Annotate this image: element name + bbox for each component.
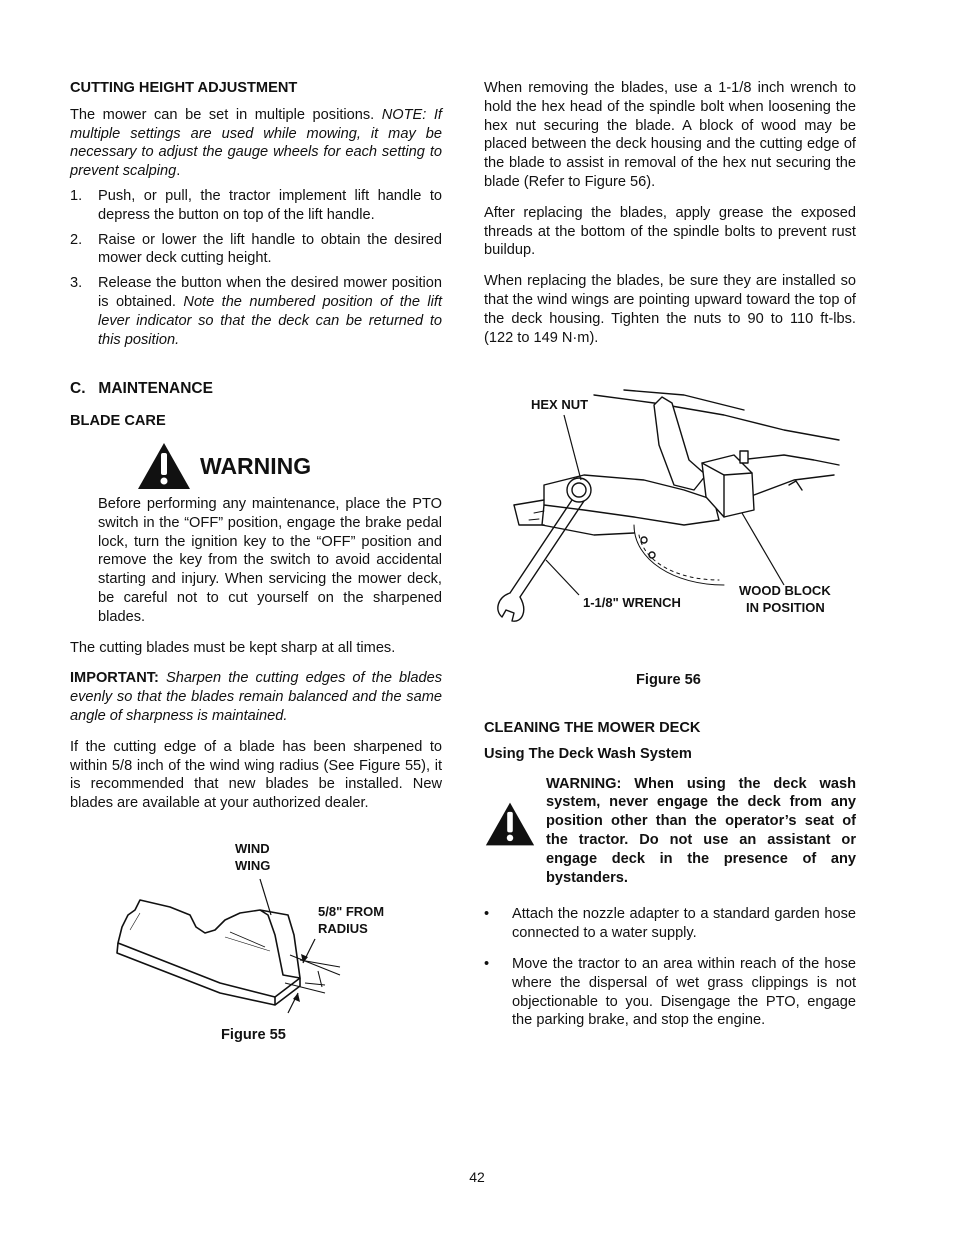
step-text: Raise or lower the lift handle to obtain the desired mower deck cutting height. xyxy=(98,231,442,267)
bullet-icon: • xyxy=(484,906,490,923)
list-item xyxy=(70,187,442,225)
page-number: 42 xyxy=(469,1169,485,1185)
grease-text: After replacing the blades, apply grease the exposed threads at the bottom of the spindle bolts to prevent rust buildup. xyxy=(484,204,856,259)
important-paragraph xyxy=(70,669,442,725)
cleaning-section xyxy=(484,719,856,1030)
list-item xyxy=(484,905,856,943)
cutting-height-heading: CUTTING HEIGHT ADJUSTMENT xyxy=(70,80,298,96)
important-text: Sharpen the cutting edges of the blades evenly so that the blades remain balanced and the same angle of sharpness is maintained. xyxy=(70,670,442,724)
left-column xyxy=(70,79,442,813)
bullet-text: Move the tractor to an area within reach of the hose where the dispersal of wet grass clippings is not objectionable to you. Disengage the PTO, engage the parking brake, and stop the engine. xyxy=(512,955,856,1029)
list-item xyxy=(484,955,856,1030)
lift-steps-list xyxy=(70,187,442,349)
deck-wash-warning-text: WARNING: When using the deck wash system, never engage the deck from any position other than the operator’s seat of the tractor. Do not use an assistant or engage deck in the presence of any bystanders. xyxy=(546,775,856,886)
sharpened-blade-text: If the cutting edge of a blade has been sharpened to within 5/8 inch of the wind wing radius (See Figure 55), it is recommended that new blades be installed. New blades are available at your authorized dealer. xyxy=(70,738,442,812)
bullet-text: Attach the nozzle adapter to a standard garden hose connected to a water supply. xyxy=(512,906,856,942)
warning-text: Before performing any maintenance, place the PTO switch in the “OFF” position, engage the brake pedal lock, turn the ignition key to the “OFF” position and remove the key from the switch to avoid accidental starting and injury. When servicing the mower deck, be careful not to cut yourself on the sharpened blades. xyxy=(98,495,442,625)
warning-triangle-icon xyxy=(484,800,536,848)
cutting-intro-text: The mower can be set in multiple positions. xyxy=(70,106,382,123)
wrench-label: 1-1/8" WRENCH xyxy=(583,595,681,610)
warning-title: WARNING xyxy=(200,452,312,479)
wood-block-label-line2: IN POSITION xyxy=(746,600,825,615)
deck-wash-warning xyxy=(484,775,856,888)
cutting-intro xyxy=(70,106,442,181)
list-item xyxy=(70,274,442,349)
radius-label-line1: 5/8" FROM xyxy=(318,904,385,919)
deck-wash-steps xyxy=(484,905,856,1030)
wind-wing-label-line1: WIND xyxy=(235,841,270,856)
hex-nut-label: HEX NUT xyxy=(531,397,589,412)
list-item xyxy=(70,231,442,269)
cleaning-heading: CLEANING THE MOWER DECK xyxy=(484,720,701,736)
cutting-note: NOTE: If multiple settings are used while mowing, it may be necessary to adjust the gauge wheels for each setting to prevent scalping xyxy=(70,106,442,180)
figure-55 xyxy=(100,835,440,1055)
step-text: Release the button when the desired mower position is obtained. xyxy=(98,275,442,310)
maintenance-heading: C. MAINTENANCE xyxy=(70,380,213,398)
figure-56 xyxy=(484,385,856,695)
step-note: Note the numbered position of the lift lever indicator so that the deck can be returned to this position. xyxy=(98,293,443,348)
right-column xyxy=(484,79,856,347)
step-text: Push, or pull, the tractor implement lift handle to depress the button on top of the lift handle. xyxy=(98,187,442,223)
deck-wash-heading: Using The Deck Wash System xyxy=(484,745,692,762)
radius-label-line2: RADIUS xyxy=(318,921,368,936)
step-number: 1. xyxy=(70,187,83,204)
warning-triangle-icon xyxy=(136,441,192,491)
deck-wash-warning-icon-wrap xyxy=(484,775,546,888)
wood-block-label-line1: WOOD BLOCK xyxy=(739,583,831,598)
bullet-icon: • xyxy=(484,955,490,972)
warning-block xyxy=(70,441,442,627)
step-number: 2. xyxy=(70,231,83,248)
cutting-note-end: . xyxy=(176,163,181,180)
wind-wing-label-line2: WING xyxy=(235,858,271,873)
blade-care-heading: BLADE CARE xyxy=(70,413,166,430)
blade-removal-text: When removing the blades, use a 1-1/8 inch wrench to hold the hex head of the spindle bolt when loosening the hex nut securing the blade. A block of wood may be placed between the deck housing and the cutting edge of the blade to assist in removal of the hex nut securing the blade (Refer to Figure 56). xyxy=(484,80,856,190)
important-label: IMPORTANT: xyxy=(70,670,166,687)
blades-sharp-text: The cutting blades must be kept sharp at all times. xyxy=(70,639,396,656)
step-number: 3. xyxy=(70,275,83,292)
blade-replacing-text: When replacing the blades, be sure they are installed so that the wind wings are pointing upward toward the top of the deck housing. Tighten the nuts to 90 to 110 ft-lbs. (122 to 149 N·m). xyxy=(484,273,856,346)
figure-55-caption: Figure 55 xyxy=(221,1027,286,1043)
figure-56-caption: Figure 56 xyxy=(636,672,701,688)
warning-header xyxy=(136,441,442,491)
